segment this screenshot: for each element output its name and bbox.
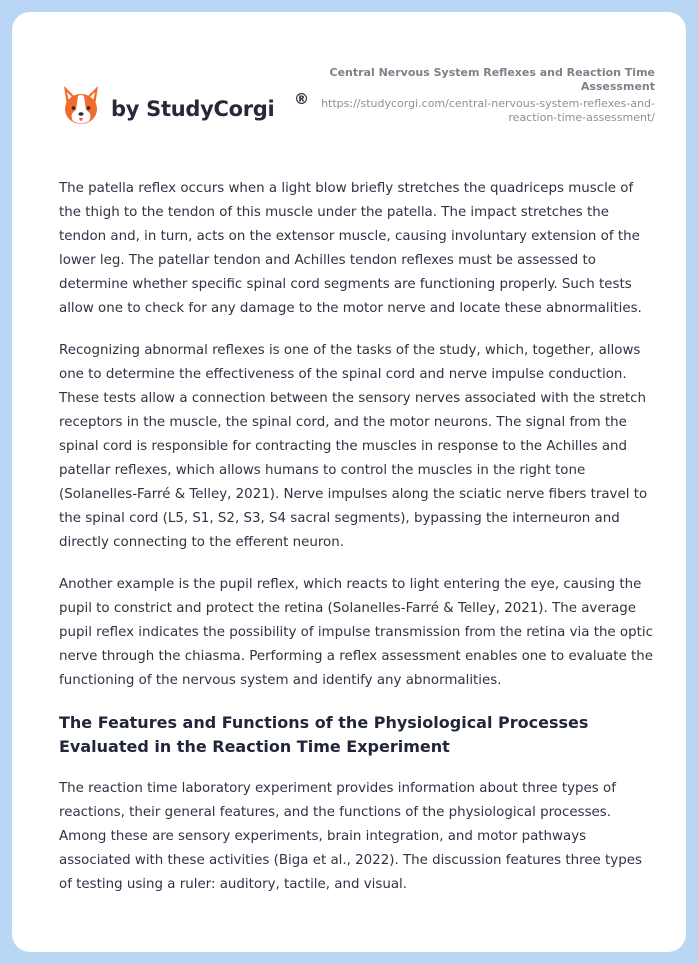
section-heading: The Features and Functions of the Physiological Processes Evaluated in the Reaction Time Experiment: [59, 713, 589, 756]
brand-name: by StudyCorgi: [111, 97, 275, 121]
body-paragraph-1: The patella reflex occurs when a light blow briefly stretches the quadriceps muscle of the thigh to the tendon of this muscle under the patella. The impact stretches the tendon and, in turn, acts on the extensor muscle, causing involuntary extension of the lower leg. The patellar tendon and Achilles tendon reflexes must be assessed to determine whether specific spinal cord segments are functioning properly. Such tests allow one to check for any damage to the motor nerve and locate these abnormalities.: [59, 181, 642, 316]
document-page: [12, 12, 686, 952]
document-body: [59, 177, 659, 915]
document-url[interactable]: https://studycorgi.com/central-nervous-system-reflexes-and-reaction-time-assessment/: [321, 97, 655, 124]
studycorgi-logo[interactable]: [61, 76, 309, 136]
corgi-logo-icon: [61, 84, 101, 128]
registered-mark: ®: [294, 90, 309, 108]
body-paragraph-3: Another example is the pupil reflex, which reacts to light entering the eye, causing the pupil to constrict and protect the retina (Solanelles-Farré & Telley, 2021). The average pupil reflex indicates the possibility of impulse transmission from the retina via the optic nerve through the chiasma. Performing a reflex assessment enables one to evaluate the functioning of the nervous system and identify any abnormalities.: [59, 577, 653, 688]
body-paragraph-4: The reaction time laboratory experiment provides information about three types of reactions, their general features, and the functions of the physiological processes. Among these are sensory experiments, brain integration, and motor pathways associated with these activities (Biga et al., 2022). The discussion features three types of testing using a ruler: auditory, tactile, and visual.: [59, 781, 642, 892]
body-paragraph-2: Recognizing abnormal reflexes is one of the tasks of the study, which, together, allows one to determine the effectiveness of the spinal cord and nerve impulse conduction. These tests allow a connection between the sensory nerves associated with the stretch receptors in the muscle, the spinal cord, and the motor neurons. The signal from the spinal cord is responsible for contracting the muscles in response to the Achilles and patellar reflexes, which allows humans to control the muscles in the right tone (Solanelles-Farré & Telley, 2021). Nerve impulses along the sciatic nerve fibers travel to the spinal cord (L5, S1, S2, S3, S4 sacral segments), bypassing the interneuron and directly connecting to the efferent neuron.: [59, 343, 648, 550]
document-meta: [305, 66, 655, 125]
document-title: Central Nervous System Reflexes and Reaction Time Assessment: [329, 66, 655, 93]
